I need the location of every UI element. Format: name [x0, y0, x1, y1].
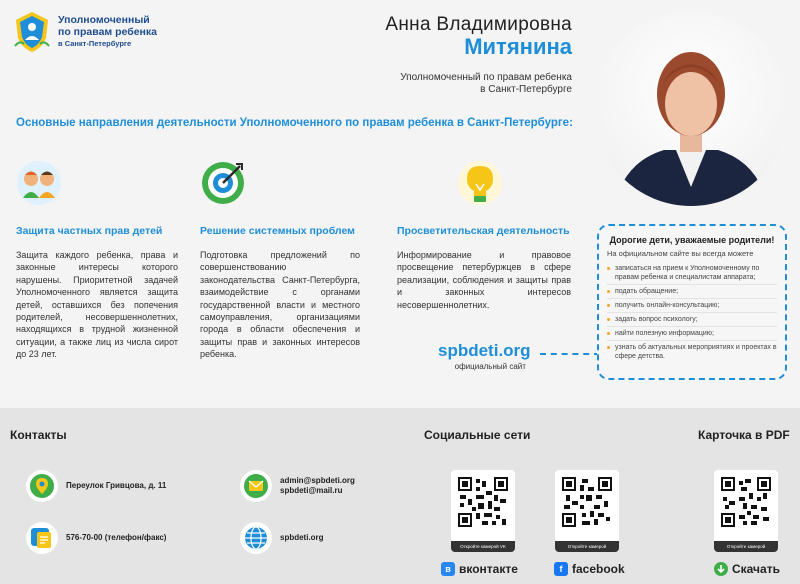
person-role — [385, 72, 572, 96]
direction-text: Информирование и правовое просвещение петербуржцев в сфере реализации, соблюдения и защиты прав и законных интересов несовершеннолетних. — [397, 250, 571, 310]
site-label: официальный сайт — [454, 362, 526, 371]
children-icon — [16, 160, 62, 206]
site-url-link[interactable]: spbdeti.org — [438, 341, 531, 360]
email-text[interactable] — [280, 476, 355, 496]
portrait-illustration — [594, 12, 788, 206]
web-text[interactable]: spbdeti.org — [280, 533, 324, 542]
parents-box-title: Дорогие дети, уважаемые родители! — [609, 235, 775, 245]
direction-text: Подготовка предложений по совершенствованию законодательства Санкт-Петербурга, взаимодействие с органами государственной власти и местного самоуправления, организациями города в области обеспечения и защиты прав и законных интересов ребенка. — [200, 250, 360, 360]
person-last-name: Митянина — [464, 34, 572, 59]
contact-phone[interactable] — [26, 522, 166, 554]
qr-caption: Откройте камерой VK — [451, 541, 515, 552]
globe-icon — [240, 522, 272, 554]
direction-text: Защита каждого ребенка, права и законные интересы которого нарушены. Приоритетной задачей Уполномоченного является защита детей, оставшихся без попечения родителей, несовершеннолетних, находящихся в трудной жизненной ситуации, а также лиц из числа сирот до 23 лет. — [16, 250, 178, 360]
role-line1: Уполномоченный по правам ребенка — [400, 72, 572, 83]
parents-box-list — [607, 262, 777, 363]
direction-title: Просветительская деятельность — [397, 225, 570, 237]
contacts-title: Контакты — [10, 428, 67, 442]
logo-line3: в Санкт-Петербурге — [58, 39, 132, 48]
qr-code-icon — [721, 477, 771, 527]
direction-system-problems — [200, 160, 360, 361]
vk-label[interactable]: вконтакте — [459, 562, 518, 576]
direction-title: Защита частных прав детей — [16, 225, 163, 237]
list-item: узнать об актуальных мероприятиях и проектах в сфере детства. — [607, 341, 777, 363]
logo-line2: по правам ребенка — [58, 26, 157, 38]
logo-line1: Уполномоченный — [58, 14, 150, 26]
role-line2: в Санкт-Петербурге — [480, 84, 572, 95]
qr-caption: Откройте камерой — [555, 541, 619, 552]
address-text: Переулок Гривцова, д. 11 — [66, 481, 167, 490]
qr-facebook[interactable] — [555, 470, 619, 552]
email-primary-link[interactable]: admin@spbdeti.org — [280, 476, 355, 485]
direction-education — [397, 160, 571, 311]
download-icon — [714, 562, 728, 576]
facebook-icon: f — [554, 562, 568, 576]
social-title: Социальные сети — [424, 428, 531, 442]
mail-icon — [240, 470, 272, 502]
qr-caption: Откройте камерой — [714, 541, 778, 552]
parents-box-intro: На официальном сайте вы всегда можете — [607, 249, 754, 258]
official-site[interactable] — [438, 341, 531, 371]
contact-web[interactable] — [240, 522, 324, 554]
direction-title: Решение системных проблем — [200, 225, 355, 237]
download-pdf-link[interactable] — [714, 562, 780, 576]
dashed-connector — [540, 353, 600, 355]
vk-icon: в — [441, 562, 455, 576]
section-title: Основные направления деятельности Уполномоченного по правам ребенка в Санкт-Петербурге: — [16, 117, 573, 129]
phone-text[interactable]: 576-70-00 (телефон/факс) — [66, 533, 167, 542]
list-item: получить онлайн-консультацию; — [607, 299, 777, 313]
download-label[interactable]: Скачать — [732, 562, 780, 576]
footer — [0, 408, 800, 584]
facebook-label[interactable]: facebook — [572, 562, 625, 576]
parents-info-box — [597, 224, 787, 380]
person-first-name: Анна Владимировна — [385, 14, 572, 35]
logo[interactable] — [12, 10, 157, 54]
list-item: подать обращение; — [607, 285, 777, 299]
list-item: задать вопрос психологу; — [607, 313, 777, 327]
qr-vk[interactable] — [451, 470, 515, 552]
contact-address — [26, 470, 166, 502]
qr-code-icon — [458, 477, 508, 527]
direction-private-rights — [16, 160, 178, 361]
qr-pdf[interactable] — [714, 470, 778, 552]
portrait-photo — [594, 12, 788, 206]
pdf-card-title: Карточка в PDF — [698, 428, 790, 442]
vk-link[interactable] — [441, 562, 518, 576]
email-secondary-link[interactable]: spbdeti@mail.ru — [280, 486, 343, 495]
lightbulb-icon — [457, 160, 503, 206]
logo-emblem-icon — [12, 10, 52, 54]
facebook-link[interactable] — [554, 562, 625, 576]
contact-email[interactable] — [240, 470, 355, 502]
target-icon — [200, 160, 246, 206]
location-pin-icon — [26, 470, 58, 502]
list-item: найти полезную информацию; — [607, 327, 777, 341]
logo-text — [58, 14, 157, 50]
person-block — [385, 14, 572, 96]
list-item: записаться на прием к Уполномоченному по правам ребенка и специалистам аппарата; — [607, 262, 777, 285]
qr-code-icon — [562, 477, 612, 527]
phone-icon — [26, 522, 58, 554]
